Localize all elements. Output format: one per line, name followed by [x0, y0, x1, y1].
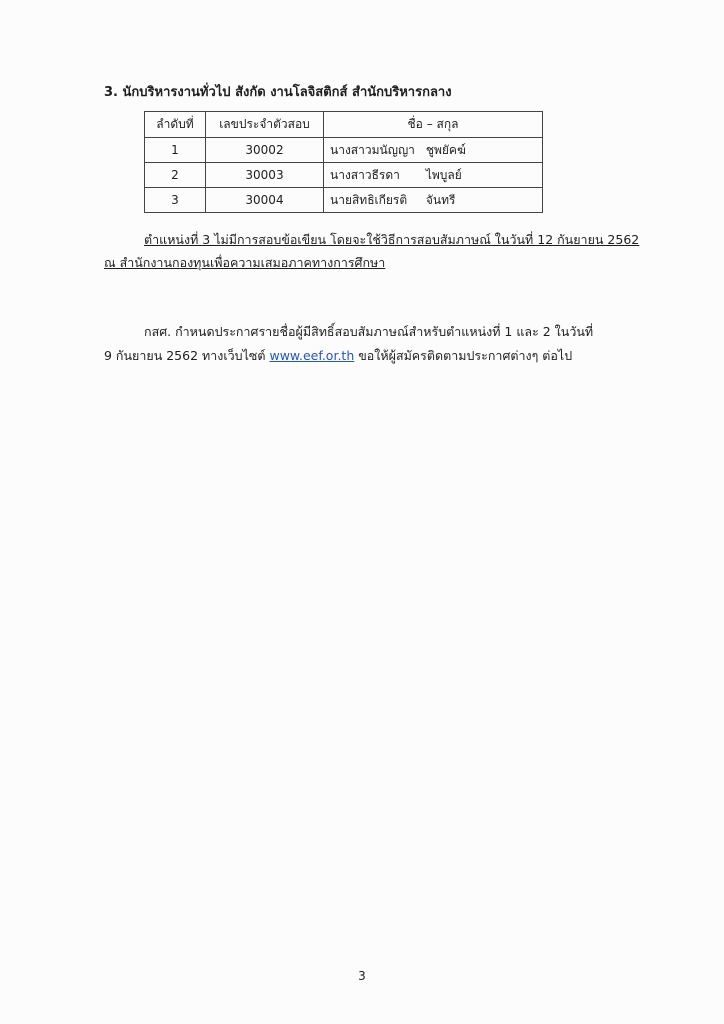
website-link[interactable]: www.eef.or.th — [269, 348, 355, 363]
cell-exam-id: 30003 — [206, 163, 324, 188]
table-row — [145, 188, 543, 213]
announcement-paragraph-line-2 — [104, 346, 572, 366]
last-name: ไพบูลย์ — [425, 167, 462, 182]
cell-order: 2 — [145, 163, 206, 188]
paragraph-text-after-link: ขอให้ผู้สมัครติดตามประกาศต่างๆ ต่อไป — [354, 348, 573, 363]
announcement-paragraph-line-1: กสศ. กำหนดประกาศรายชื่อผู้มีสิทธิ์สอบสัมภาษณ์สำหรับตำแหน่งที่ 1 และ 2 ในวันที่ — [144, 324, 594, 339]
table-row — [145, 138, 543, 163]
page-number: 3 — [358, 969, 366, 983]
first-name: นางสาวธีรดา — [330, 167, 400, 182]
header-full-name: ชื่อ – สกุล — [324, 112, 543, 138]
first-name: นางสาวมนัญญา — [330, 142, 415, 157]
cell-full-name — [324, 138, 543, 163]
table-row — [145, 163, 543, 188]
paragraph-text-before-link: 9 กันยายน 2562 ทางเว็บไซต์ — [104, 348, 270, 363]
last-name: ชูพยัคฆ์ — [425, 142, 466, 157]
cell-exam-id: 30004 — [206, 188, 324, 213]
interview-note-line-2: ณ สำนักงานกองทุนเพื่อความเสมอภาคทางการศึกษา — [104, 255, 386, 270]
header-order: ลำดับที่ — [145, 112, 206, 138]
header-exam-id: เลขประจำตัวสอบ — [206, 112, 324, 138]
candidates-table — [144, 111, 543, 213]
cell-full-name — [324, 188, 543, 213]
cell-exam-id: 30002 — [206, 138, 324, 163]
table-header-row — [145, 112, 543, 138]
last-name: จันทรี — [425, 192, 456, 207]
interview-note-line-1: ตำแหน่งที่ 3 ไม่มีการสอบข้อเขียน โดยจะใช้วิธีการสอบสัมภาษณ์ ในวันที่ 12 กันยายน 2562 — [144, 232, 640, 247]
first-name: นายสิทธิเกียรติ — [330, 192, 408, 207]
cell-order: 1 — [145, 138, 206, 163]
cell-order: 3 — [145, 188, 206, 213]
section-heading: 3. นักบริหารงานทั่วไป สังกัด งานโลจิสติกส์ สำนักบริหารกลาง — [104, 85, 452, 100]
cell-full-name — [324, 163, 543, 188]
